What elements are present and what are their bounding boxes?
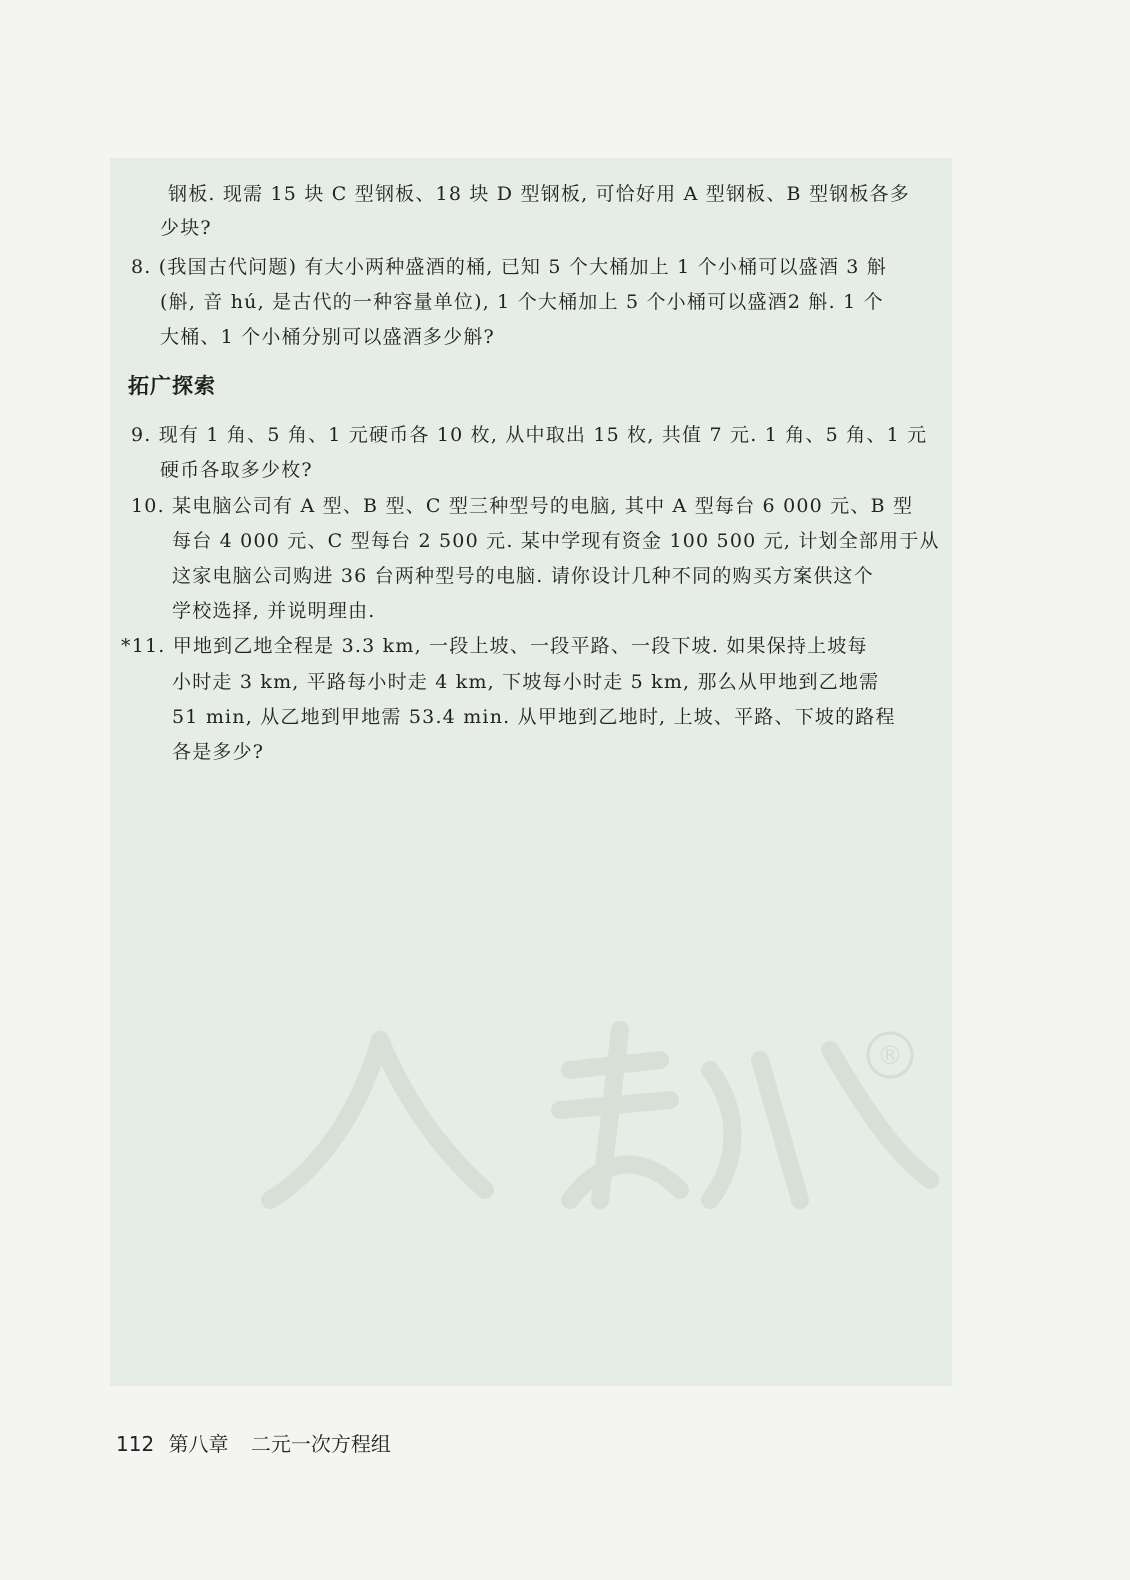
page-number: 112 bbox=[116, 1432, 155, 1456]
page-footer bbox=[116, 1430, 391, 1458]
problem-9-line-2: 硬币各取多少枚? bbox=[160, 459, 313, 481]
problem-9-line-1: 9. 现有 1 角、5 角、1 元硬币各 10 枚, 从中取出 15 枚, 共值 7 元. 1 角、5 角、1 元 bbox=[131, 424, 928, 446]
problem-8-line-2: (斛, 音 hú, 是古代的一种容量单位), 1 个大桶加上 5 个小桶可以盛酒2 斛. 1 个 bbox=[160, 291, 884, 313]
problem-10-line-2: 每台 4 000 元、C 型每台 2 500 元. 某中学现有资金 100 500 元, 计划全部用于从 bbox=[172, 530, 940, 552]
chapter-title: 二元一次方程组 bbox=[250, 1432, 391, 1456]
section-heading: 拓广探索 bbox=[128, 374, 216, 398]
problem-10-line-4: 学校选择, 并说明理由. bbox=[172, 600, 376, 622]
chapter-label: 第八章 bbox=[168, 1432, 229, 1456]
problem-7-line-2: 少块? bbox=[160, 217, 212, 239]
problem-10-line-3: 这家电脑公司购进 36 台两种型号的电脑. 请你设计几种不同的购买方案供这个 bbox=[172, 565, 874, 587]
problem-11-line-1: *11. 甲地到乙地全程是 3.3 km, 一段上坡、一段平路、一段下坡. 如果保持上坡每 bbox=[121, 635, 868, 657]
problem-11-line-2: 小时走 3 km, 平路每小时走 4 km, 下坡每小时走 5 km, 那么从甲地到乙地需 bbox=[172, 671, 880, 693]
problem-7-line-1: 钢板. 现需 15 块 C 型钢板、18 块 D 型钢板, 可恰好用 A 型钢板、B 型钢板各多 bbox=[168, 183, 910, 205]
problem-11-line-4: 各是多少? bbox=[172, 741, 265, 763]
watermark-text: 人教版 bbox=[588, 1225, 592, 1226]
problem-8-line-3: 大桶、1 个小桶分别可以盛酒多少斛? bbox=[160, 326, 495, 348]
problem-10-line-1: 10. 某电脑公司有 A 型、B 型、C 型三种型号的电脑, 其中 A 型每台 6 000 元、B 型 bbox=[131, 495, 914, 517]
watermark-registered-mark: ® bbox=[877, 1041, 903, 1071]
problem-11-line-3: 51 min, 从乙地到甲地需 53.4 min. 从甲地到乙地时, 上坡、平路、下坡的路程 bbox=[172, 706, 896, 728]
watermark-logo bbox=[240, 1000, 940, 1230]
problem-8-line-1: 8. (我国古代问题) 有大小两种盛酒的桶, 已知 5 个大桶加上 1 个小桶可以盛酒 3 斛 bbox=[131, 256, 888, 278]
